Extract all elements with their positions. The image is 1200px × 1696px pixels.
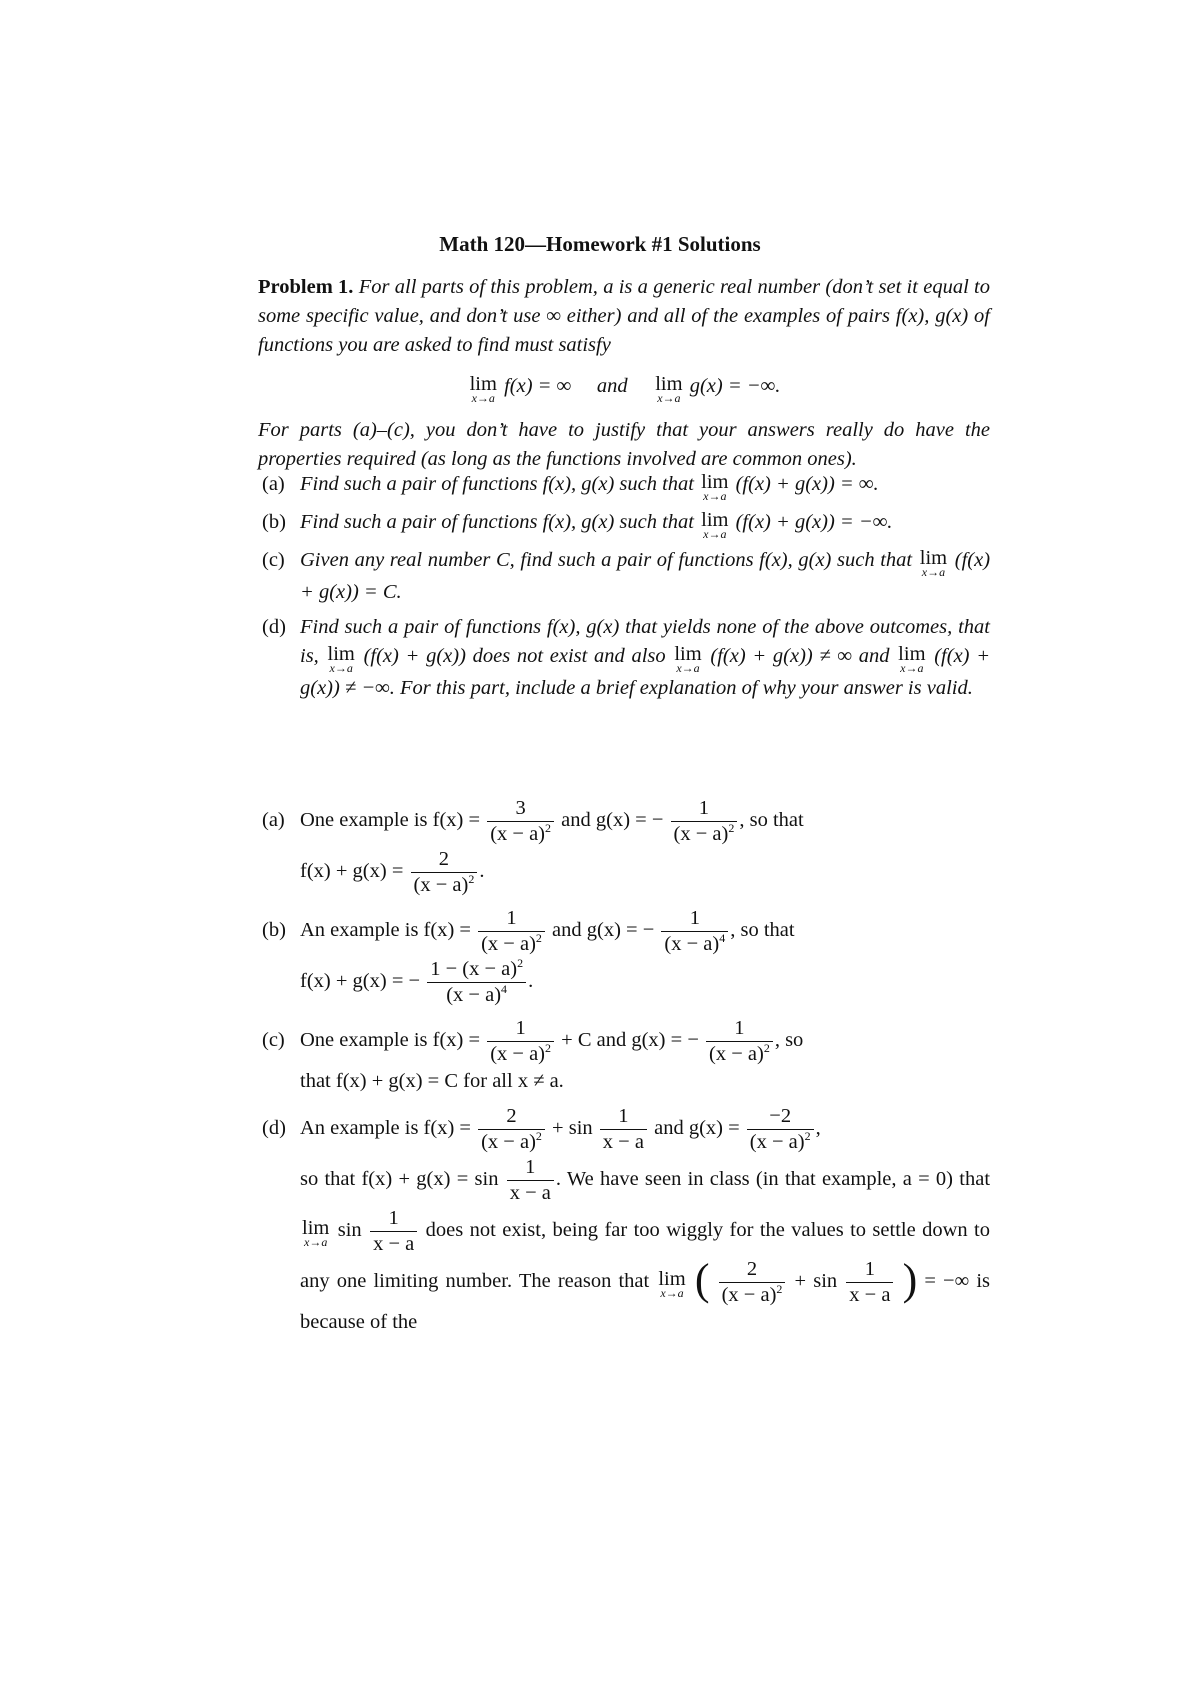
part-c: (c) Given any real number C, find such a pair of functions f(x), g(x) such that lim x→a (f(x) + g(x)) = C. bbox=[262, 547, 991, 603]
solution-c-text4: that f(x) + g(x) = C for all x ≠ a. bbox=[300, 1070, 564, 1092]
part-c-label: (c) bbox=[262, 549, 285, 571]
solution-a-frac-g: $\frac{1}{(x - a)^2}$ bbox=[671, 796, 738, 847]
part-c-expr: (f(x) + g(x)) = C. bbox=[300, 549, 991, 603]
solution-d-lim1: lim x→a bbox=[302, 1217, 330, 1250]
solution-d-text7: sin bbox=[337, 1219, 362, 1242]
left-paren: ( bbox=[694, 1255, 710, 1305]
solution-d-frac-f2: $\frac{1}{x - a}$ bbox=[600, 1104, 647, 1155]
solution-a-frac-f: $\frac{3}{(x - a)^2}$ bbox=[487, 796, 554, 847]
problem-instructions bbox=[258, 416, 990, 474]
solution-b-text1: An example is f(x) = bbox=[300, 919, 471, 942]
solution-a-label: (a) bbox=[262, 809, 285, 831]
solution-d-lim2: lim x→a bbox=[658, 1268, 686, 1301]
solution-c-label: (c) bbox=[262, 1029, 285, 1051]
problem-intro bbox=[258, 273, 990, 360]
solution-a-text3: , so that bbox=[739, 809, 804, 832]
solution-b-label: (b) bbox=[262, 919, 286, 941]
solution-d-text9: + sin bbox=[794, 1270, 838, 1293]
solution-d-frac-sum: $\frac{1}{x - a}$ bbox=[507, 1155, 554, 1206]
part-b-text: Find such a pair of functions f(x), g(x) such that bbox=[300, 511, 694, 533]
solution-d-text1: An example is f(x) = bbox=[300, 1117, 471, 1140]
part-d-expr2: (f(x) + g(x)) ≠ ∞ and bbox=[710, 645, 890, 667]
solution-c-text2: + C and g(x) = − bbox=[561, 1029, 699, 1052]
solution-a-text1: One example is f(x) = bbox=[300, 809, 481, 832]
solution-b-text2: and g(x) = − bbox=[552, 919, 655, 942]
part-a-expr: (f(x) + g(x)) = ∞. bbox=[735, 473, 879, 495]
solution-c-frac-g: $\frac{1}{(x - a)^2}$ bbox=[706, 1016, 773, 1067]
part-d-label: (d) bbox=[262, 616, 286, 638]
solution-a: (a) One example is f(x) = $\frac{3}{(x - a)^2}$ and g(x) = − $\frac{1}{(x - a)^2}$ , so that f(x) + g(x) = $\frac{2}{(x - a)^2}$ . bbox=[262, 797, 804, 896]
part-a: (a) Find such a pair of functions f(x), g(x) such that lim x→a (f(x) + g(x)) = ∞. bbox=[262, 471, 879, 503]
limit-display bbox=[258, 372, 990, 404]
part-d: (d) Find such a pair of functions f(x), g(x) that yields none of the above outcomes, that is, lim x→a (f(x) + g(x)) does not exist and also lim x→a (f(x) + g(x)) ≠ ∞ and lim x→a (f(x) + g(x)) ≠ −∞. For this part, include a brief explanation of why your answer is valid. bbox=[258, 613, 990, 703]
solution-d-text10: = −∞ is because of the bbox=[300, 1270, 991, 1333]
part-d-text: Find such a pair of functions f(x), g(x) that yields none of the above outcomes, that is, bbox=[300, 616, 990, 667]
part-a-text: Find such a pair of functions f(x), g(x) such that bbox=[300, 473, 694, 495]
right-paren: ) bbox=[902, 1255, 918, 1305]
part-b-label: (b) bbox=[262, 511, 286, 533]
part-b-expr: (f(x) + g(x)) = −∞. bbox=[735, 511, 893, 533]
problem-intro-text: For all parts of this problem, a is a generic real number (don’t set it equal to some specific value, and don’t use ∞ either) and all of the examples of pairs f(x), g(x) of functions you are asked to find must satisfy bbox=[258, 276, 990, 356]
solution-a-frac-sum: $\frac{2}{(x - a)^2}$ bbox=[411, 847, 478, 898]
part-d-expr1: (f(x) + g(x)) does not exist and also bbox=[363, 645, 666, 667]
solution-d-text2: + sin bbox=[552, 1117, 593, 1140]
lim-f-expr: f(x) = ∞ bbox=[504, 375, 572, 397]
solution-d-text5: so that f(x) + g(x) = sin bbox=[300, 1168, 499, 1191]
solution-c-frac-f: $\frac{1}{(x - a)^2}$ bbox=[487, 1016, 554, 1067]
solution-d-frac-f1: $\frac{2}{(x - a)^2}$ bbox=[478, 1104, 545, 1155]
solution-c-text1: One example is f(x) = bbox=[300, 1029, 481, 1052]
solution-d-text3: and g(x) = bbox=[654, 1117, 740, 1140]
solution-d-text8: does not exist, being far too wiggly for the values to settle down to any one limiting number. The reason that bbox=[300, 1219, 990, 1293]
part-c-text: Given any real number C, find such a pair of functions f(x), g(x) such that bbox=[300, 549, 913, 571]
solution-b: (b) An example is f(x) = $\frac{1}{(x - a)^2}$ and g(x) = − $\frac{1}{(x - a)^4}$ , so that f(x) + g(x) = − $\frac{1 - (x - a)^2}{(x - a)^4}$ . bbox=[262, 907, 795, 1006]
part-a-label: (a) bbox=[262, 473, 285, 495]
solution-d-frac-lim2a: $\frac{2}{(x - a)^2}$ bbox=[719, 1257, 786, 1308]
solution-d-frac-g: $\frac{-2}{(x - a)^2}$ bbox=[747, 1104, 814, 1155]
solution-d-label: (d) bbox=[262, 1117, 286, 1139]
solution-d-text6: . We have seen in class (in that example, a = 0) that bbox=[555, 1168, 991, 1191]
solution-b-text3: , so that bbox=[730, 919, 795, 942]
solution-d: (d) An example is f(x) = $\frac{2}{(x - a)^2}$ + sin $\frac{1}{x - a}$ and g(x) = $\frac{-2}{(x - a)^2}$ , so that f(x) + g(x) = sin $\frac{1}{x - a}$ . We have seen in class (in that example, a = 0) that lim x→a sin $\frac{1}{x - a}$ does not exist, being far too wiggly for the values to settle down to any one limiting number. The reason that lim x→a ( $\frac{2}{(x - a)^2}$ + sin $\frac{1}{x - a}$ ) = −∞ is because of the bbox=[262, 1105, 991, 1333]
solutions bbox=[258, 796, 990, 1337]
lim-g-expr: g(x) = −∞. bbox=[689, 375, 781, 397]
solution-c bbox=[258, 1016, 990, 1096]
instructions-text: For parts (a)–(c), you don’t have to justify that your answers really do have the properties required (as long as the functions involved are common ones). bbox=[258, 419, 990, 470]
display-and: and bbox=[596, 375, 628, 397]
solution-b-frac-g: $\frac{1}{(x - a)^4}$ bbox=[661, 906, 728, 957]
lim-g: lim x→a bbox=[655, 373, 683, 405]
solution-c-text3: , so bbox=[774, 1029, 804, 1052]
solution-a-text4: f(x) + g(x) = bbox=[300, 860, 404, 883]
lim-f: lim x→a bbox=[469, 373, 497, 405]
solution-d-frac-lim2b: $\frac{1}{x - a}$ bbox=[846, 1257, 893, 1308]
page-title: Math 120—Homework #1 Solutions bbox=[439, 232, 761, 256]
part-d-expr3: (f(x) + g(x)) ≠ −∞. For this part, include a brief explanation of why your answer is valid. bbox=[300, 645, 991, 699]
part-b: (b) Find such a pair of functions f(x), g(x) such that lim x→a (f(x) + g(x)) = −∞. bbox=[262, 509, 893, 541]
solution-d-frac-lim1: $\frac{1}{x - a}$ bbox=[370, 1206, 417, 1257]
solution-a-text2: and g(x) = − bbox=[561, 809, 664, 832]
solution-b-frac-sum: $\frac{1 - (x - a)^2}{(x - a)^4}$ bbox=[427, 957, 526, 1008]
solution-b-text4: f(x) + g(x) = − bbox=[300, 970, 421, 993]
solution-b-frac-f: $\frac{1}{(x - a)^2}$ bbox=[478, 906, 545, 957]
problem-parts bbox=[258, 470, 990, 703]
problem-label: Problem 1. bbox=[258, 276, 354, 298]
